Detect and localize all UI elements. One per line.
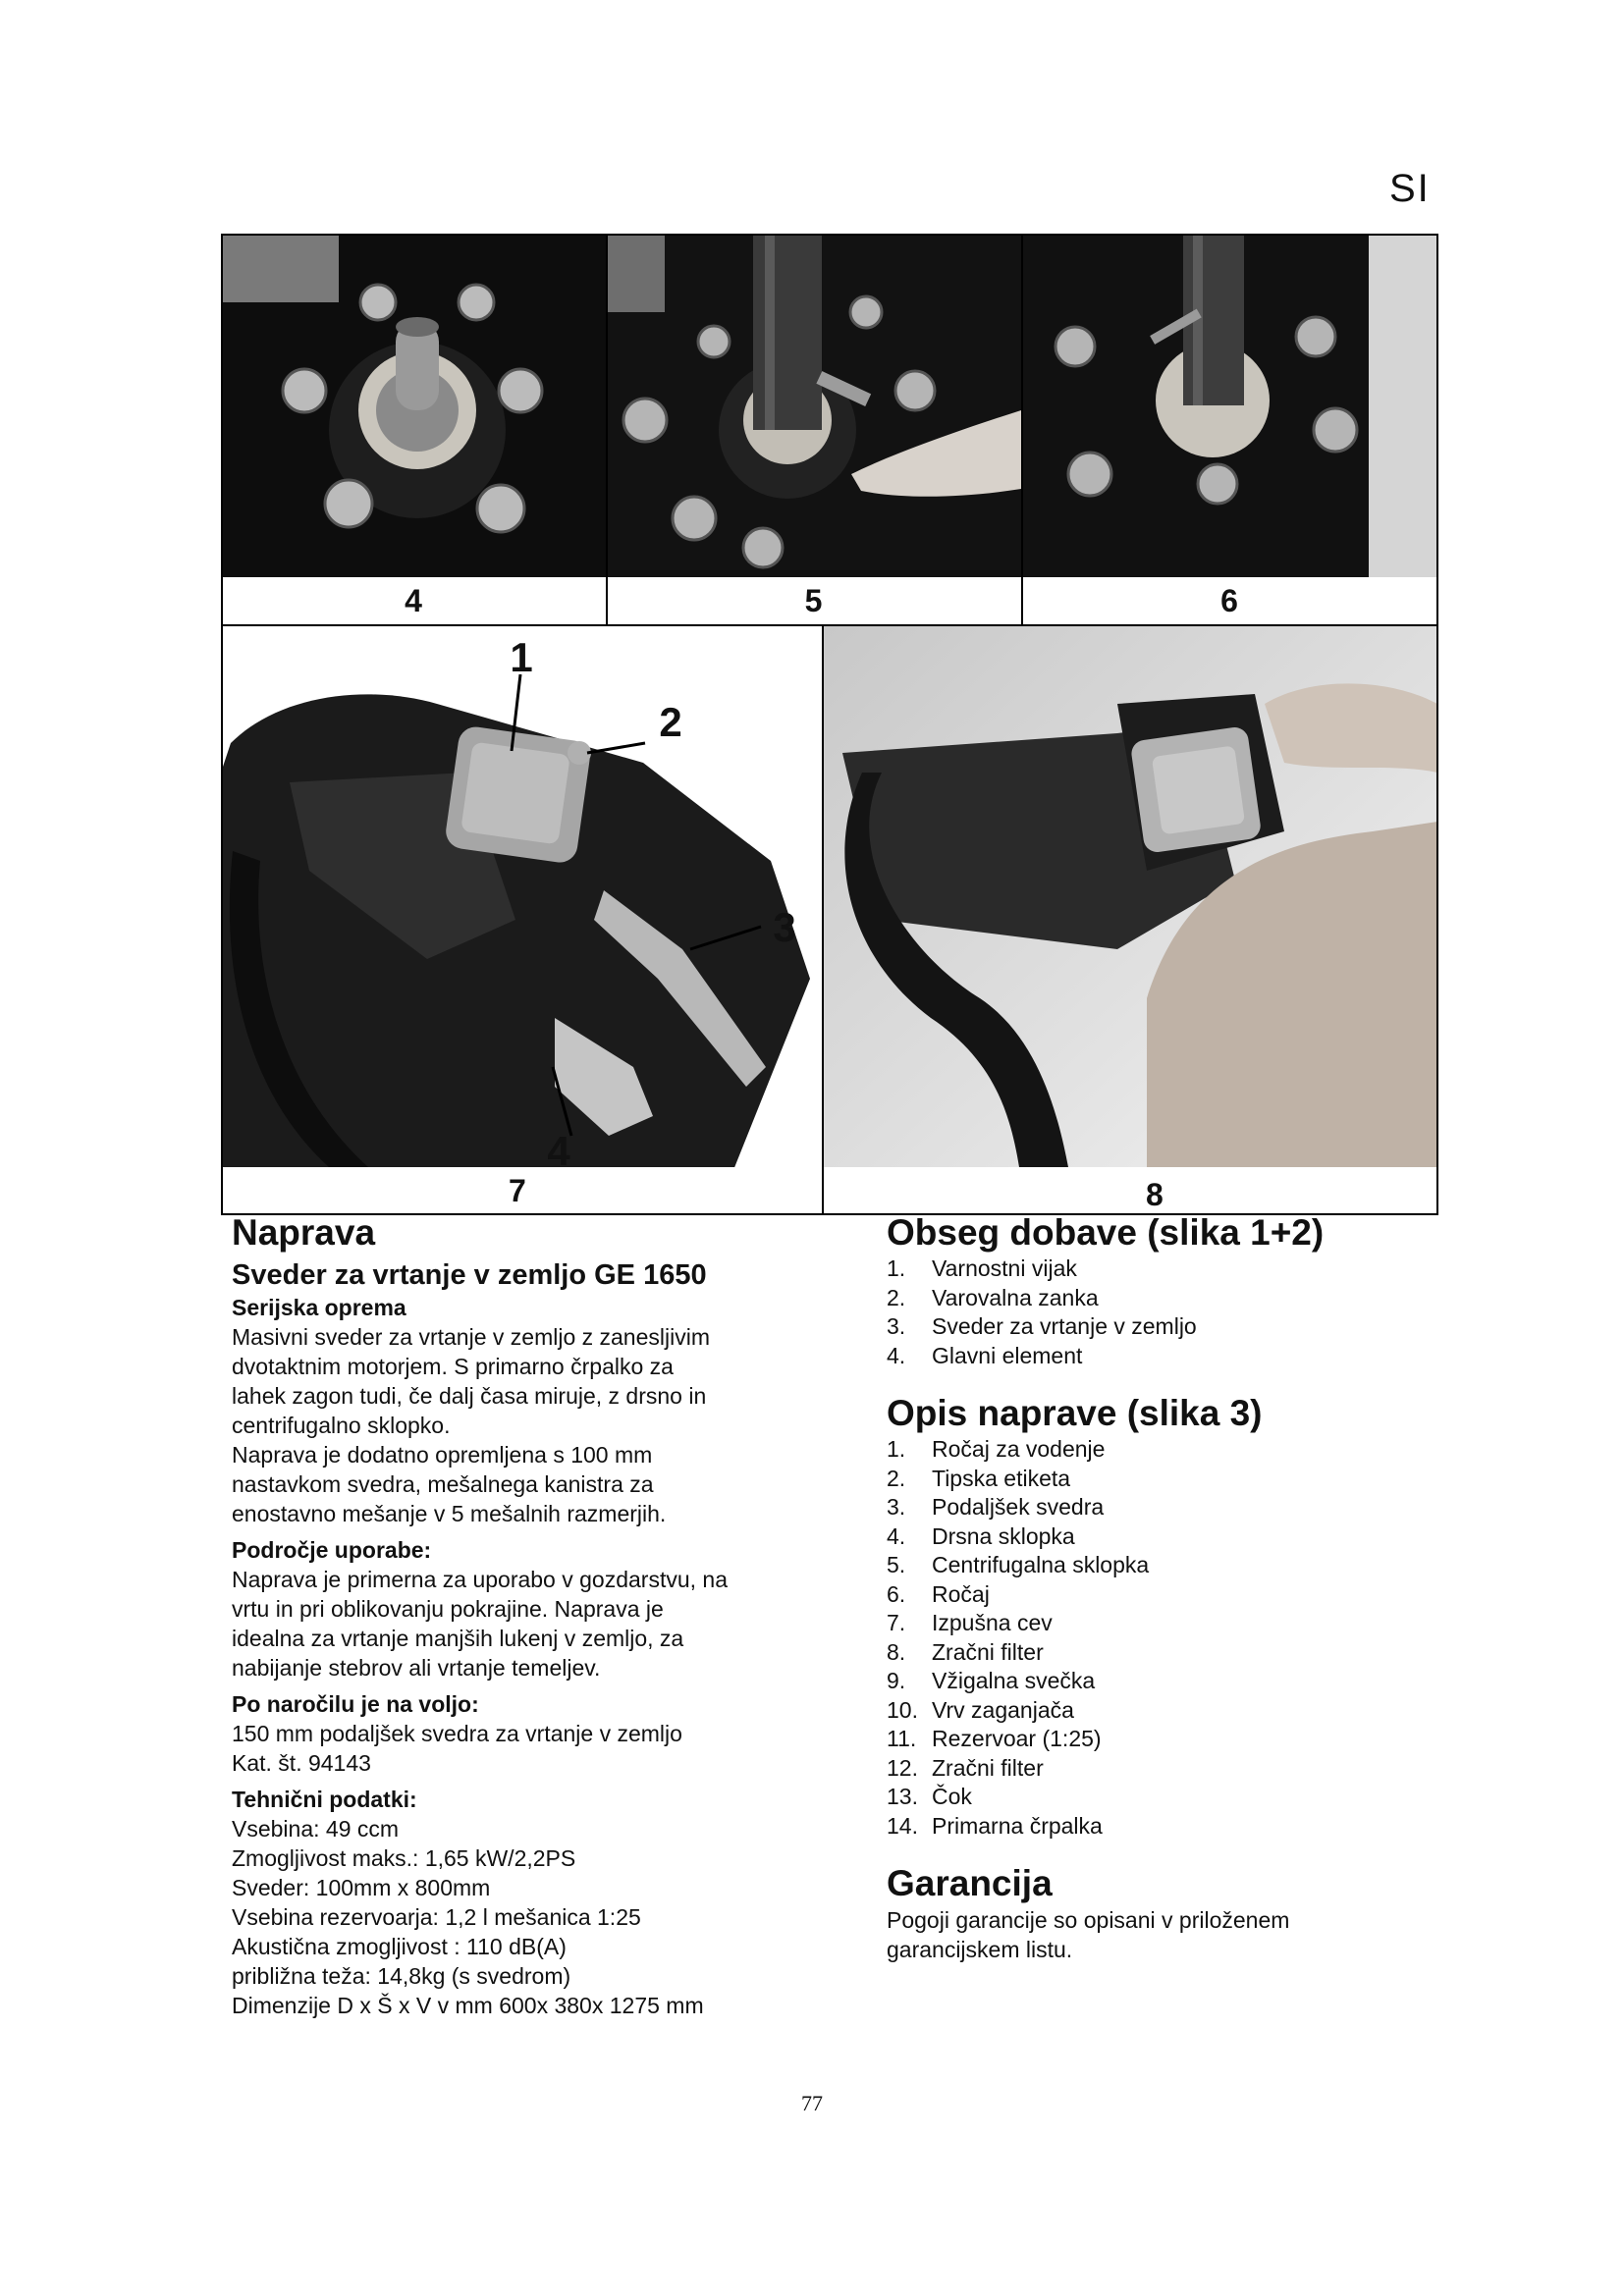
description-item	[887, 1812, 1417, 1842]
list-item-number: 4.	[887, 1522, 906, 1549]
list-item-number: 12.	[887, 1754, 918, 1781]
grid-border-top	[221, 234, 1438, 236]
scope-list	[887, 1255, 1417, 1370]
photo-6	[1021, 234, 1437, 577]
list-item-text: Tipska etiketa	[932, 1465, 1071, 1491]
scope-item	[887, 1284, 1417, 1313]
list-item-number: 5.	[887, 1552, 906, 1577]
left-column	[232, 1211, 811, 2020]
list-item-text: Glavni element	[932, 1342, 1083, 1368]
product-subtitle: Sveder za vrtanje v zemljo GE 1650	[232, 1259, 707, 1291]
description-item	[887, 1580, 1417, 1610]
list-item-text: Čok	[932, 1784, 972, 1809]
list-item-number: 2.	[887, 1284, 906, 1310]
list-item-number: 4.	[887, 1342, 906, 1368]
description-item	[887, 1522, 1417, 1552]
heading-standard-equipment: Serijska oprema	[232, 1295, 406, 1320]
photo-5	[606, 234, 1021, 577]
section-title-warranty: Garancija	[887, 1863, 1053, 1903]
list-item-text: Ročaj za vodenje	[932, 1436, 1106, 1462]
list-item-number: 7.	[887, 1610, 906, 1635]
list-item-number: 1.	[887, 1436, 906, 1462]
section-title-description: Opis naprave (slika 3)	[887, 1393, 1263, 1433]
photo-8	[823, 625, 1437, 1167]
list-item-text: Vrv zaganjača	[932, 1696, 1074, 1723]
grid-divider-bottom	[822, 624, 824, 1213]
description-list	[887, 1435, 1417, 1841]
list-item-number: 6.	[887, 1580, 906, 1607]
figure-label-7-box	[222, 1167, 821, 1214]
description-item	[887, 1493, 1417, 1522]
description-item	[887, 1551, 1417, 1580]
section-title-scope: Obseg dobave (slika 1+2)	[887, 1212, 1325, 1253]
grid-divider-top-2	[1021, 234, 1023, 624]
list-item-text: Zračni filter	[932, 1754, 1044, 1781]
description-item	[887, 1638, 1417, 1668]
description-item	[887, 1667, 1417, 1696]
list-item-number: 3.	[887, 1313, 906, 1339]
figure-label-7: 7	[509, 1173, 526, 1208]
right-column	[887, 1211, 1417, 1964]
description-item	[887, 1725, 1417, 1754]
list-item-text: Varovalna zanka	[932, 1284, 1099, 1310]
list-item-number: 10.	[887, 1696, 918, 1723]
heading-technical-data: Tehnični podatki:	[232, 1787, 417, 1812]
figure-label-5: 5	[607, 577, 1020, 624]
list-item-text: Varnostni vijak	[932, 1255, 1077, 1281]
scope-item	[887, 1312, 1417, 1342]
list-item-text: Zračni filter	[932, 1638, 1044, 1665]
list-item-number: 1.	[887, 1255, 906, 1281]
list-item-text: Centrifugalna sklopka	[932, 1552, 1150, 1577]
callout-3: 3	[773, 904, 796, 950]
list-item-text: Primarna črpalka	[932, 1812, 1103, 1839]
list-item-number: 2.	[887, 1465, 906, 1491]
list-item-text: Vžigalna svečka	[932, 1668, 1096, 1693]
figure-label-8-box	[824, 1167, 1436, 1214]
grid-border-left	[221, 234, 223, 1215]
list-item-text: Podaljšek svedra	[932, 1494, 1105, 1520]
scope-item	[887, 1255, 1417, 1284]
list-item-number: 9.	[887, 1668, 906, 1693]
list-item-text: Ročaj	[932, 1580, 990, 1607]
list-item-number: 3.	[887, 1494, 906, 1520]
list-item-number: 13.	[887, 1784, 918, 1809]
grid-divider-top-1	[606, 234, 608, 624]
list-item-number: 14.	[887, 1812, 918, 1839]
figure-label-4: 4	[222, 577, 605, 624]
text-use-area: Naprava je primerna za uporabo v gozdarstvu, na vrtu in pri oblikovanju pokrajine. Naprava je idealna za vrtanje manjših lukenj v zemljo, za nabijanje stebrov ali vrtanje temeljev.	[232, 1567, 729, 1681]
photo-7	[221, 625, 822, 1167]
scope-item	[887, 1342, 1417, 1371]
callout-2: 2	[659, 699, 682, 745]
list-item-number: 8.	[887, 1638, 906, 1665]
description-item	[887, 1696, 1417, 1726]
list-item-text: Drsna sklopka	[932, 1522, 1075, 1549]
description-item	[887, 1754, 1417, 1784]
heading-use-area: Področje uporabe:	[232, 1537, 432, 1563]
page-number: 77	[801, 2091, 823, 2115]
description-item	[887, 1609, 1417, 1638]
text-technical-data: Vsebina: 49 ccm Zmogljivost maks.: 1,65 kW/2,2PS Sveder: 100mm x 800mm Vsebina rezervoarja: 1,2 l mešanica 1:25 Akustična zmogljivost : 110 dB(A) približna teža: 14,8kg (s svedrom) Dimenzije D x Š x V v mm 600x 380x 1275 mm	[232, 1816, 704, 2018]
list-item-text: Izpušna cev	[932, 1610, 1053, 1635]
callout-1: 1	[510, 634, 533, 680]
text-warranty: Pogoji garancije so opisani v priloženem garancijskem listu.	[887, 1907, 1290, 1962]
list-item-text: Sveder za vrtanje v zemljo	[932, 1313, 1197, 1339]
description-item	[887, 1465, 1417, 1494]
grid-border-right	[1436, 234, 1438, 1215]
language-code: SI	[1389, 167, 1431, 210]
figure-label-8: 8	[1146, 1177, 1164, 1212]
figure-label-6: 6	[1022, 577, 1436, 624]
grid-divider-middle	[221, 624, 1438, 626]
text-on-order: 150 mm podaljšek svedra za vrtanje v zemljo Kat. št. 94143	[232, 1721, 682, 1776]
text-standard-equipment: Masivni sveder za vrtanje v zemljo z zanesljivim dvotaktnim motorjem. S primarno črpalko za lahek zagon tudi, če dalj časa miruje, z drsno in centrifugalno sklopko. Naprava je dodatno opremljena s 100 mm nastavkom svedra, mešalnega kanistra za enostavno mešanje v 5 mešalnih razmerjih.	[232, 1324, 710, 1526]
list-item-number: 11.	[887, 1726, 917, 1751]
description-item	[887, 1435, 1417, 1465]
section-title-device: Naprava	[232, 1212, 376, 1253]
callout-4: 4	[547, 1128, 570, 1167]
heading-on-order: Po naročilu je na voljo:	[232, 1691, 479, 1717]
description-item	[887, 1783, 1417, 1812]
list-item-text: Rezervoar (1:25)	[932, 1726, 1102, 1751]
photo-4	[221, 234, 606, 577]
